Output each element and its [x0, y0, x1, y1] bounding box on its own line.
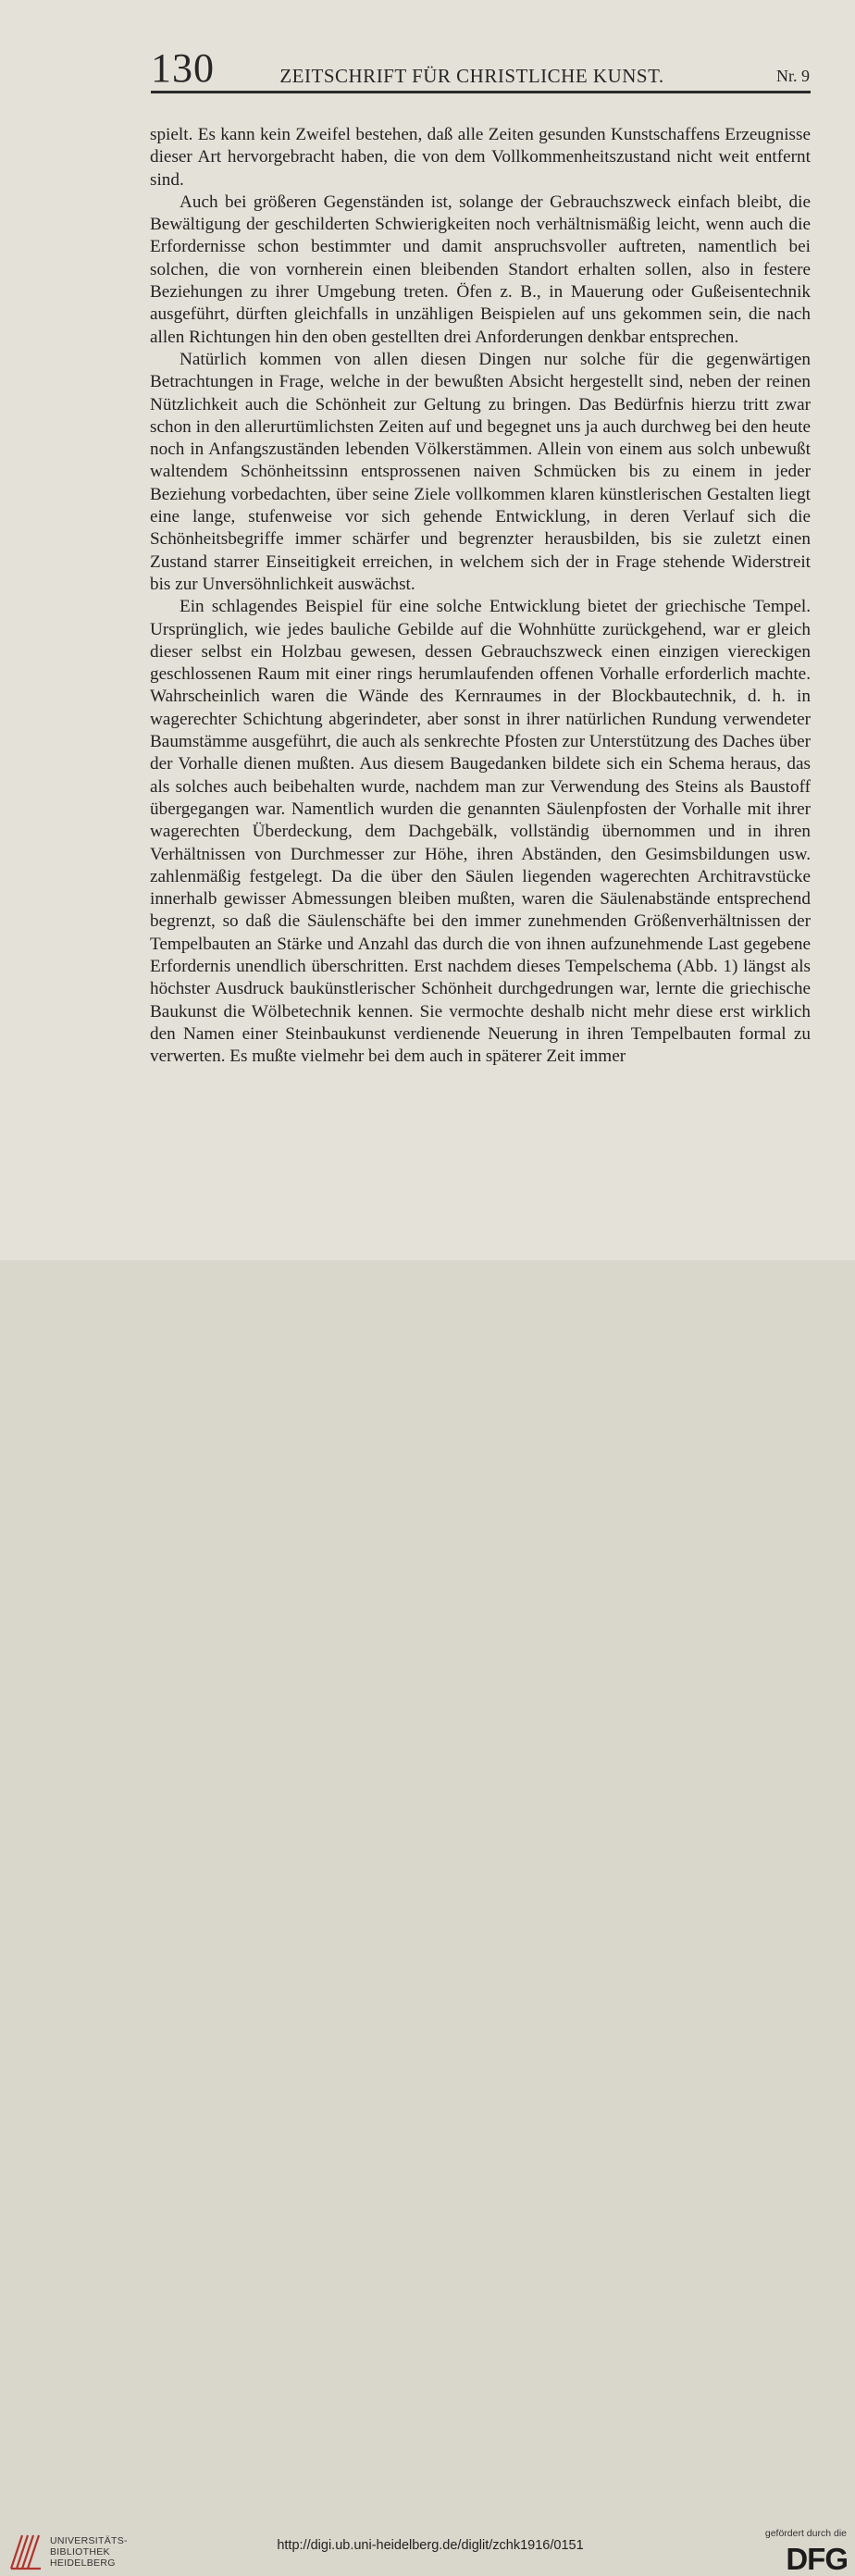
library-name-line-2: BIBLIOTHEK [50, 2546, 110, 2557]
paragraph-2: Auch bei größeren Gegenständen ist, solange der Gebrauchszweck einfach bleibt, die Bewältigung der geschilderten Schwierigkeiten noch verhältnismäßig leicht, wenn auch die Erfordernisse schon bestimmter und damit anspruchsvoller auftreten, namentlich bei solchen, die von vornherein einen bleibenden Standort erhalten sollen, also in festere Beziehungen zu ihrer Umgebung treten. Öfen z. B., in Mauerung oder Gußeisentechnik ausgeführt, dürften gleichfalls in unzähligen Beispielen auf uns gekommen sein, die nach allen Richtungen hin den oben gestellten drei Anforderungen denkbar entsprechen. [150, 192, 811, 347]
paragraph-4: Ein schlagendes Beispiel für eine solche Entwicklung bietet der griechische Tempel. Ursprünglich, wie jedes bauliche Gebilde auf die Wohnhütte zurückgehend, war er gleich dieser selbst ein Holzbau gewesen, dessen Gebrauchszweck einen einzigen viereckigen geschlossenen Raum mit einer rings herumlaufenden offenen Vorhalle erforderlich machte. Wahrscheinlich waren die Wände des Kernraumes in der Blockbautechnik, d. h. in wagerechter Schichtung abgerindeter, aber sonst in ihrer natürlichen Rundung verwendeter Baumstämme ausgeführt, die auch als senkrechte Pfosten zur Unterstützung des Daches über der Vorhalle dienen mußten. Aus diesem Baugedanken bildete sich ein Schema heraus, das als solches auch beibehalten wurde, nachdem man zur Verwendung des Steins als Baustoff übergegangen war. Namentlich wurden die genannten Säulenpfosten der Vorhalle mit ihrer wagerechten Überdeckung, dem Dachgebälk, vollständig übernommen und in ihren Verhältnissen von Durchmesser zur Höhe, ihren Abständen, den Gesimsbildungen usw. zahlenmäßig festgelegt. Da die über den Säulen liegenden wagerechten Architravstücke innerhalb gewisser Abmessungen bleiben mußten, waren die Säulenabstände entsprechend begrenzt, so daß die Säulenschäfte bei den immer zunehmenden Größenverhältnissen der Tempelbauten an Stärke und Anzahl das durch die von ihnen aufzunehmende Last gegebene Erfordernis unendlich überschritten. Erst nachdem dieses Tempelschema (Abb. 1) längst als höchster Ausdruck baukünstlerischer Schönheit durchgedrungen war, lernte die griechische Baukunst die Wölbetechnik kennen. Sie vermochte deshalb nicht mehr diese erst wirklich den Namen einer Steinbaukunst verdienende Neuerung in ihren Tempelbauten formal zu verwerten. Es mußte vielmehr bei dem auch in späterer Zeit immer [150, 597, 811, 1067]
scanned-page [0, 0, 855, 1260]
page-number: 130 [151, 45, 215, 91]
journal-title: ZEITSCHRIFT FÜR CHRISTLICHE KUNST. [279, 65, 664, 87]
permalink-url[interactable]: http://digi.ub.uni-heidelberg.de/diglit/zchk1916/0151 [277, 2538, 584, 2553]
issue-number: Nr. 9 [776, 67, 810, 85]
paragraph-3: Natürlich kommen von allen diesen Dingen nur solche für die gegenwärtigen Betrachtungen in Frage, welche in der bewußten Absicht hergestellt sind, neben der reinen Nützlichkeit auch die Schönheit zur Geltung zu bringen. Das Bedürfnis hierzu tritt zwar schon in den allerurtümlichsten Zeiten auf und begegnet uns ja auch durchweg bei den heute noch in Anfangszuständen lebenden Völkerstämmen. Allein von einem aus solch unbewußt waltendem Schönheitssinn entsprossenen naiven Schmücken bis zu einem in jeder Beziehung vorbedachten, über seine Ziele vollkommen klaren künstlerischen Gestalten liegt eine lange, stufenweise vor sich gehende Entwicklung, in deren Verlauf sich die Schönheitsbegriffe immer schärfer und begrenzter herausbilden, bis sie zuletzt einen Zustand starrer Einseitigkeit erreichen, in welchem sich der in Frage stehende Widerstreit bis zur Unversöhnlichkeit auswächst. [150, 349, 811, 594]
library-name-line-3: HEIDELBERG [50, 2557, 116, 2569]
library-name [50, 2535, 180, 2569]
library-name-line-1: UNIVERSITÄTS- [50, 2535, 128, 2546]
footer-bar [0, 1260, 855, 2576]
heidelberg-library-logo-icon [8, 2532, 43, 2572]
paragraph-1: spielt. Es kann kein Zweifel bestehen, daß alle Zeiten gesunden Kunstschaffens Erzeugnisse dieser Art hervorgebracht haben, die von dem Vollkommenheitszustand nicht weit entfernt sind. [150, 125, 811, 190]
dfg-logo: DFG [786, 2542, 848, 2576]
header-rule [151, 91, 811, 93]
body-text [150, 124, 811, 1068]
funding-text: gefördert durch die [764, 2528, 847, 2539]
